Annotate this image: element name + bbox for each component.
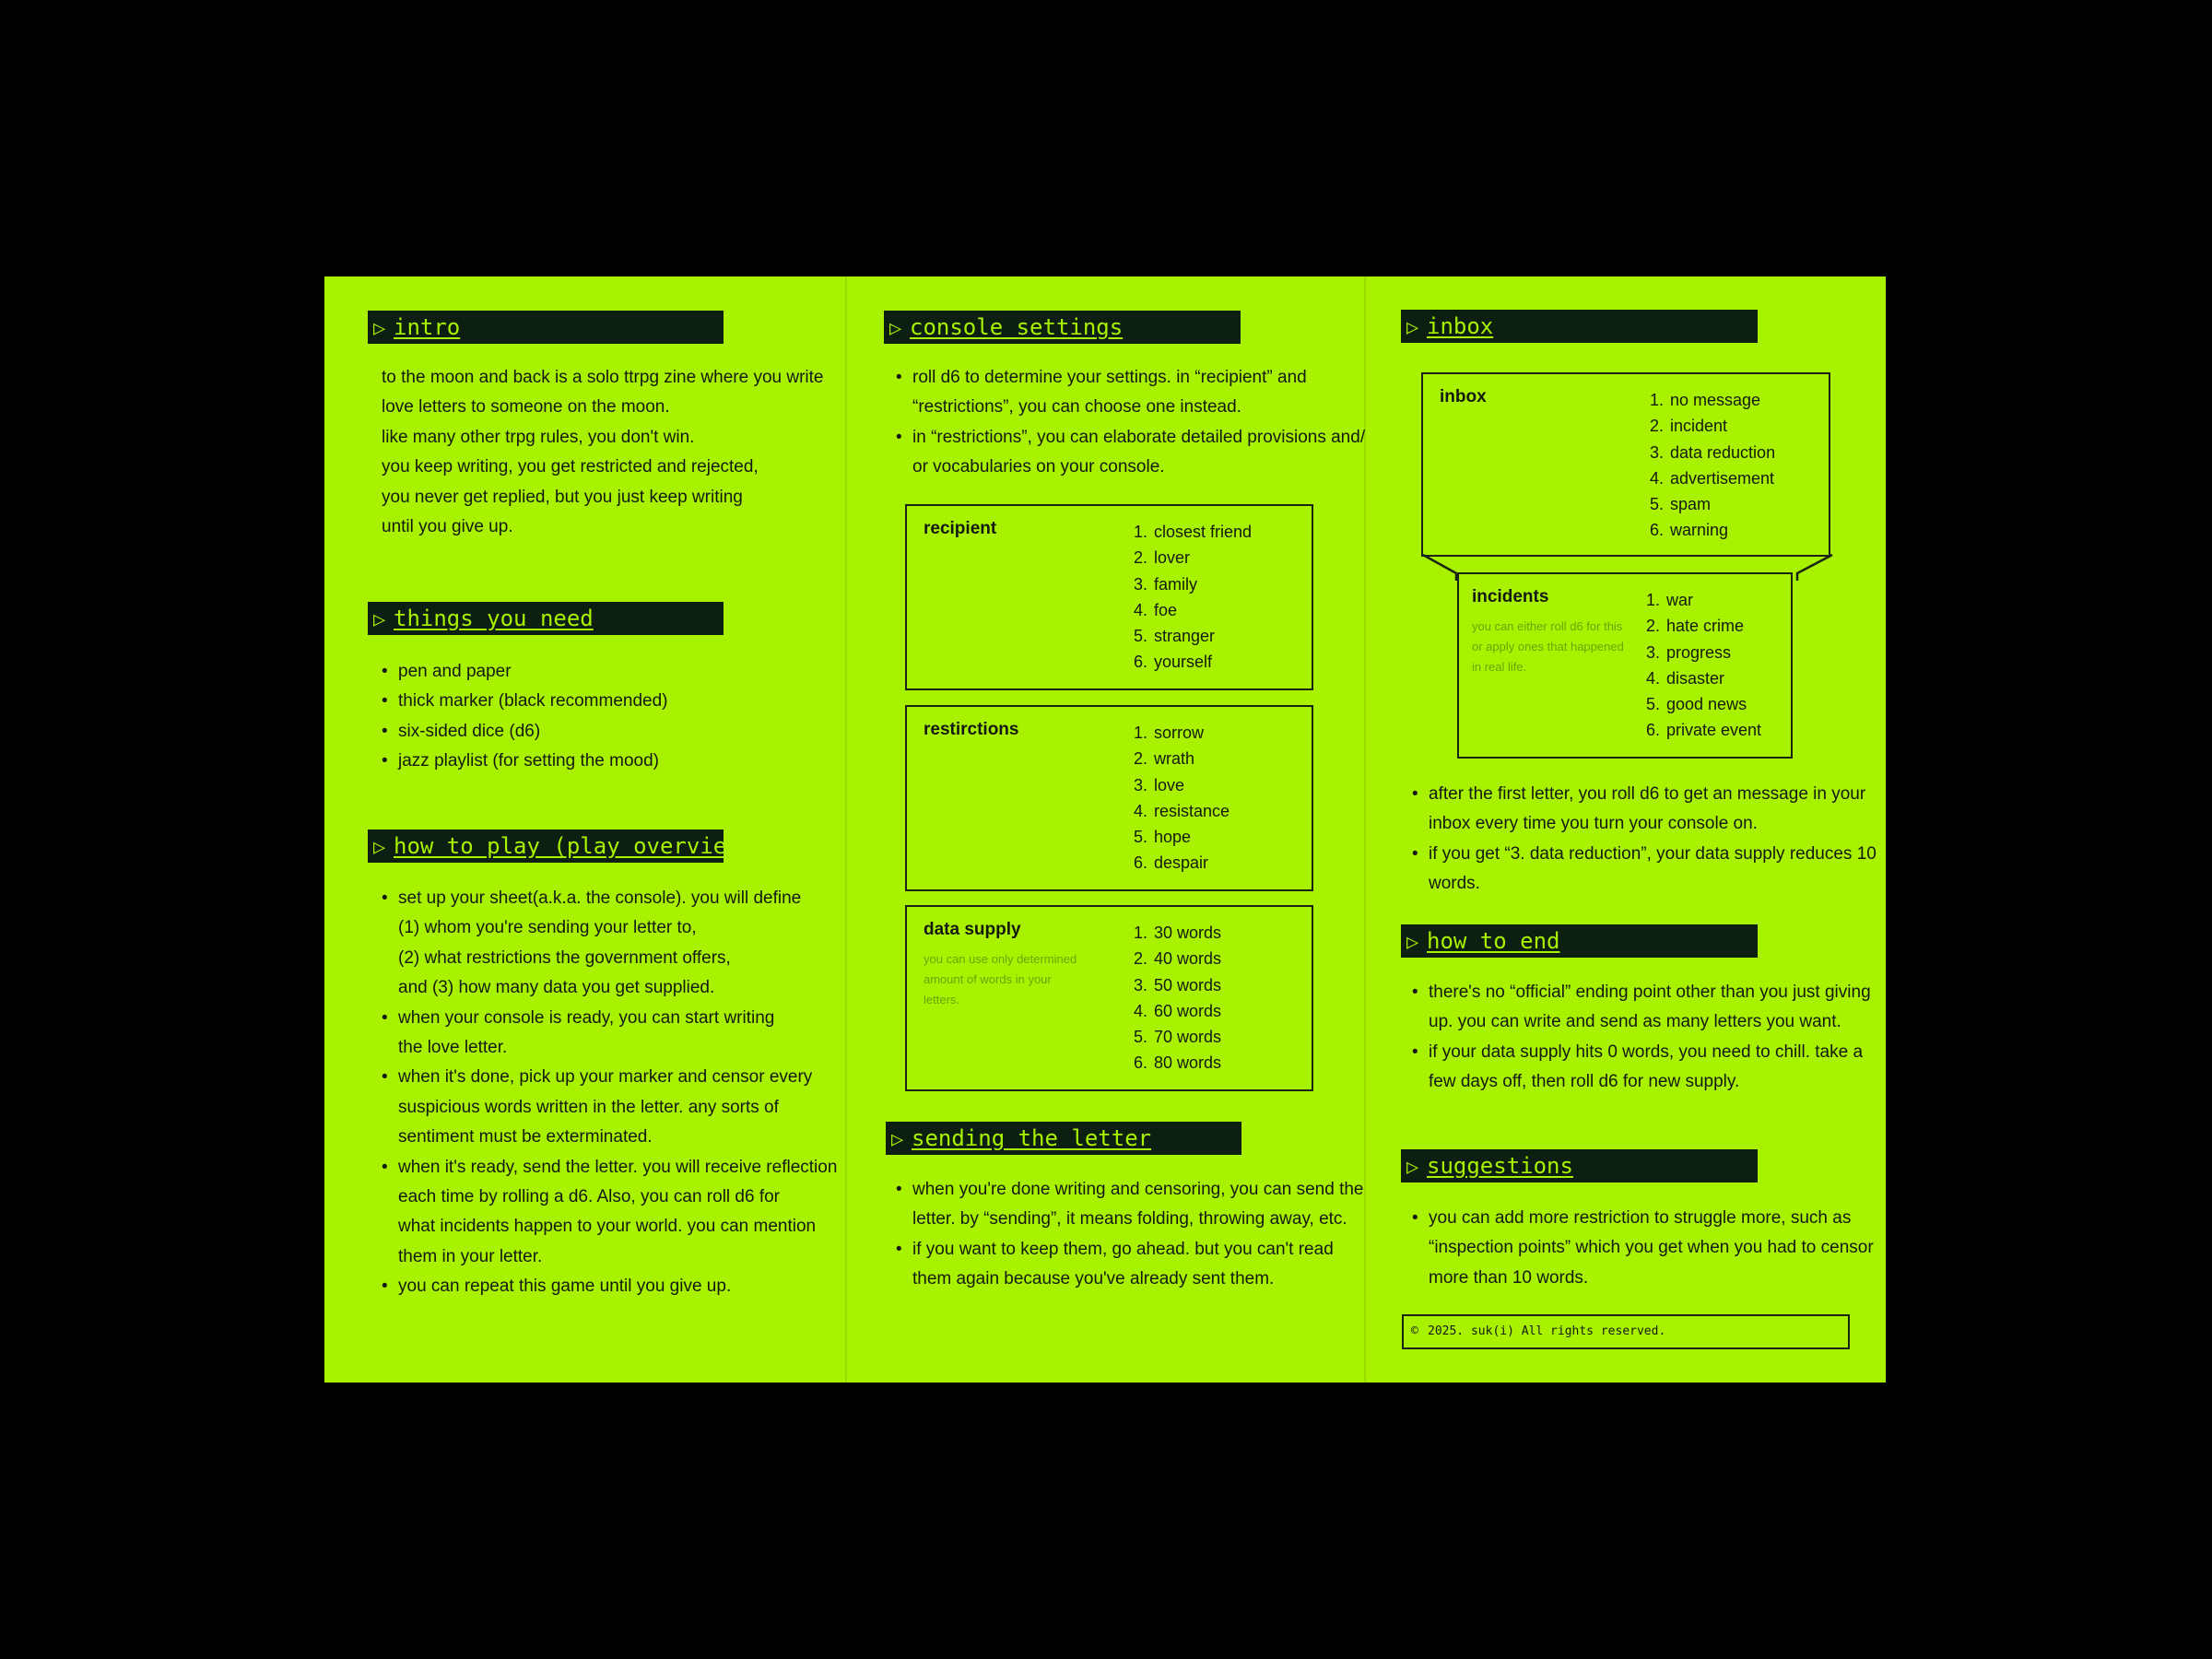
- list-item: • when your console is ready, you can start writing the love letter.: [398, 1004, 837, 1064]
- console-settings-heading: ▷ console settings: [884, 311, 1241, 344]
- intro-line: to the moon and back is a solo ttrpg zine where you write: [382, 368, 824, 387]
- option-item: 1. war: [1646, 591, 1694, 609]
- recipient-box: [905, 504, 1313, 690]
- data-supply-box: [905, 905, 1313, 1091]
- option-item: 1. no message: [1650, 391, 1761, 409]
- intro-text: [382, 363, 823, 542]
- option-item: 2. 40 words: [1134, 949, 1222, 969]
- how-to-play-list: [382, 884, 837, 1302]
- list-item: • jazz playlist (for setting the mood): [398, 747, 667, 776]
- console-settings-list: [896, 363, 1365, 483]
- option-item: 5. spam: [1650, 495, 1712, 514]
- option-item: 6. despair: [1134, 853, 1209, 873]
- arrow-right-icon: ▷: [373, 317, 386, 340]
- option-item: 3. 50 words: [1134, 975, 1222, 994]
- restrictions-options: [1134, 720, 1230, 877]
- intro-line: until you give up.: [382, 517, 513, 537]
- option-item: 6. private event: [1646, 721, 1762, 740]
- intro-line: love letters to someone on the moon.: [382, 397, 670, 418]
- how-to-end-list: [1412, 978, 1871, 1098]
- list-item: • six-sided dice (d6): [398, 717, 667, 747]
- option-item: 2. wrath: [1134, 749, 1195, 769]
- list-item: • pen and paper: [398, 657, 667, 687]
- incidents-options: [1646, 587, 1761, 744]
- sending-list: [896, 1175, 1364, 1295]
- list-item: • when it's done, pick up your marker and censor every suspicious words written in the letter. any sorts of sentiment must be exterminated.: [398, 1063, 837, 1152]
- arrow-right-icon: ▷: [373, 836, 386, 859]
- list-item: • if you get “3. data reduction”, your data supply reduces 10 words.: [1429, 840, 1877, 900]
- incidents-box: [1457, 572, 1793, 759]
- option-item: 5. hope: [1134, 828, 1192, 847]
- copyright-icon: ©: [1411, 1324, 1418, 1338]
- intro-line: you keep writing, you get restricted and rejected,: [382, 457, 759, 477]
- how-to-play-heading: ▷ how to play (play overview): [368, 830, 724, 863]
- restrictions-box: [905, 705, 1313, 891]
- arrow-right-icon: ▷: [1406, 316, 1419, 339]
- option-item: 1. sorrow: [1134, 724, 1205, 742]
- box-note: you can use only determined amount of words in your letters.: [924, 952, 1077, 1006]
- list-item: • when it's ready, send the letter. you will receive reflection each time by rolling a d6. Also, you can roll d6 for what incidents happen to your world. you can mention them in your letter.: [398, 1153, 837, 1273]
- things-you-need-heading: ▷ things you need: [368, 602, 724, 635]
- arrow-right-icon: ▷: [373, 608, 386, 631]
- list-item: • when you're done writing and censoring, you can send the letter. by “sending”, it means folding, throwing away, etc.: [912, 1175, 1364, 1235]
- list-item: • you can add more restriction to struggle more, such as “inspection points” which you get when you had to censor more than 10 words.: [1429, 1204, 1874, 1293]
- option-item: 3. family: [1134, 574, 1198, 594]
- option-item: 2. incident: [1650, 417, 1728, 436]
- option-item: 5. stranger: [1134, 627, 1216, 646]
- option-item: 5. good news: [1646, 695, 1747, 714]
- option-item: 4. foe: [1134, 600, 1178, 619]
- sending-the-letter-heading: ▷ sending the letter: [886, 1122, 1241, 1155]
- inbox-options: [1650, 387, 1775, 544]
- list-item: • in “restrictions”, you can elaborate detailed provisions and/ or vocabularies on your console.: [912, 423, 1365, 483]
- list-item: • thick marker (black recommended): [398, 687, 667, 716]
- option-item: 3. love: [1134, 775, 1185, 794]
- recipient-options: [1134, 519, 1252, 676]
- data-supply-options: [1134, 920, 1221, 1077]
- option-item: 4. disaster: [1646, 668, 1725, 688]
- how-to-end-heading: ▷ how to end: [1401, 924, 1758, 958]
- box-note: you can either roll d6 for this or apply ones that happened in real life.: [1472, 619, 1624, 674]
- intro-line: like many other trpg rules, you don't win.: [382, 427, 695, 447]
- suggestions-list: [1412, 1204, 1874, 1293]
- option-item: 4. resistance: [1134, 801, 1230, 820]
- option-item: 1. closest friend: [1134, 523, 1253, 541]
- option-item: 6. yourself: [1134, 653, 1213, 672]
- option-item: 5. 70 words: [1134, 1028, 1222, 1047]
- list-item: • there's no “official” ending point other than you just giving up. you can write and send as many letters you want.: [1429, 978, 1871, 1038]
- things-list: [382, 657, 667, 777]
- zine-sheet: [324, 276, 1886, 1382]
- arrow-right-icon: ▷: [891, 1128, 904, 1151]
- list-item: • you can repeat this game until you give up.: [398, 1272, 837, 1301]
- arrow-right-icon: ▷: [889, 317, 902, 340]
- option-item: 2. hate crime: [1646, 617, 1745, 636]
- option-item: 4. advertisement: [1650, 468, 1775, 488]
- option-item: 1. 30 words: [1134, 924, 1222, 942]
- fold-line: [845, 276, 847, 1382]
- list-item: • if you want to keep them, go ahead. but you can't read them again because you've already sent them.: [912, 1235, 1364, 1295]
- suggestions-heading: ▷ suggestions: [1401, 1149, 1758, 1182]
- box-title: inbox: [1440, 387, 1487, 406]
- option-item: 4. 60 words: [1134, 1001, 1222, 1020]
- intro-line: you never get replied, but you just keep writing: [382, 487, 743, 507]
- intro-heading: ▷ intro: [368, 311, 724, 344]
- list-item: • after the first letter, you roll d6 to get an message in your inbox every time you turn your console on.: [1429, 780, 1877, 840]
- arrow-right-icon: ▷: [1406, 1156, 1419, 1179]
- arrow-right-icon: ▷: [1406, 931, 1419, 954]
- box-title: incidents: [1472, 587, 1549, 606]
- copyright-text: 2025. suk(i) All rights reserved.: [1428, 1324, 1666, 1338]
- option-item: 3. progress: [1646, 642, 1732, 662]
- inbox-notes-list: [1412, 780, 1877, 900]
- inbox-heading: ▷ inbox: [1401, 310, 1758, 343]
- box-title: restirctions: [924, 720, 1019, 739]
- option-item: 2. lover: [1134, 548, 1191, 568]
- option-item: 6. warning: [1650, 521, 1729, 540]
- inbox-box: [1421, 372, 1830, 557]
- list-item: • roll d6 to determine your settings. in “recipient” and “restrictions”, you can choose one instead.: [912, 363, 1365, 423]
- copyright-footer: [1402, 1314, 1850, 1349]
- list-item: • if your data supply hits 0 words, you need to chill. take a few days off, then roll d6 for new supply.: [1429, 1038, 1871, 1098]
- box-title: data supply: [924, 920, 1021, 939]
- box-title: recipient: [924, 519, 997, 538]
- option-item: 6. 80 words: [1134, 1053, 1222, 1073]
- list-item: • set up your sheet(a.k.a. the console). you will define (1) whom you're sending your letter to, (2) what restrictions the government offers, and (3) how many data you get supplied.: [398, 884, 837, 1004]
- option-item: 3. data reduction: [1650, 442, 1776, 462]
